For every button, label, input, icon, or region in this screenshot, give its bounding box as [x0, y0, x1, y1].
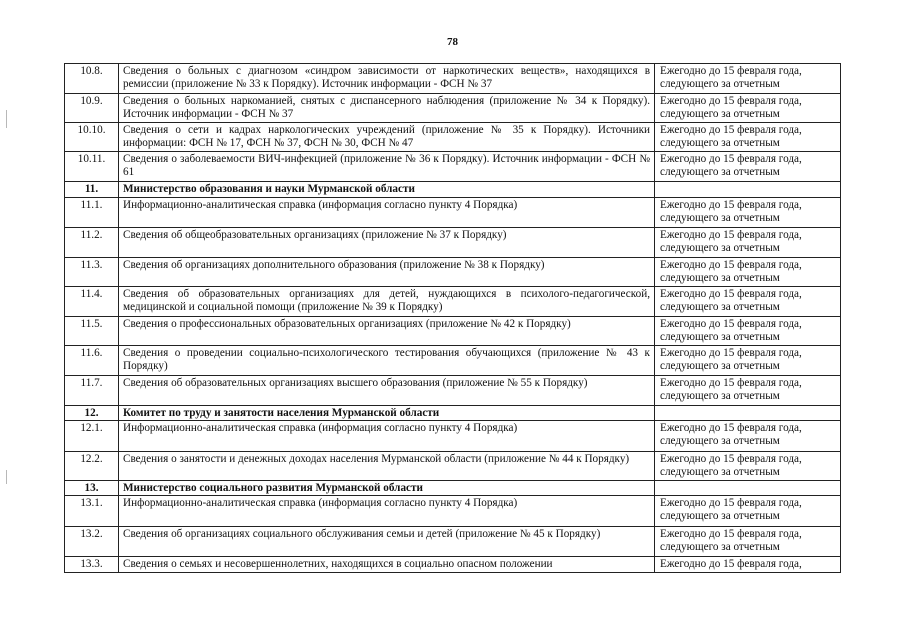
- row-number: 11.7.: [65, 376, 119, 406]
- section-deadline-empty: [655, 481, 841, 496]
- table-row: [65, 287, 841, 317]
- row-deadline: Ежегодно до 15 февраля года, следующего за отчетным: [655, 452, 841, 481]
- row-number: 11.5.: [65, 317, 119, 346]
- row-number: 11.3.: [65, 258, 119, 287]
- row-description: Сведения о больных наркоманией, снятых с диспансерного наблюдения (приложение № 34 к Порядку). Источник информации - ФСН № 37: [119, 94, 655, 123]
- table-row: [65, 152, 841, 182]
- row-deadline: Ежегодно до 15 февраля года, следующего за отчетным: [655, 496, 841, 527]
- row-description: Сведения об образовательных организациях высшего образования (приложение № 55 к Порядку): [119, 376, 655, 406]
- table-row: [65, 496, 841, 527]
- row-description: Сведения о больных с диагнозом «синдром зависимости от наркотических веществ», находящихся в ремиссии (приложение № 33 к Порядку). Источник информации - ФСН № 37: [119, 64, 655, 94]
- row-description: Сведения об образовательных организациях для детей, нуждающихся в психолого-педагогической, медицинской и социальной помощи (приложение № 39 к Порядку): [119, 287, 655, 317]
- table-row: [65, 258, 841, 287]
- section-number: 12.: [65, 406, 119, 421]
- row-deadline: Ежегодно до 15 февраля года, следующего за отчетным: [655, 152, 841, 182]
- row-description: Сведения об организациях дополнительного образования (приложение № 38 к Порядку): [119, 258, 655, 287]
- row-number: 11.2.: [65, 228, 119, 258]
- row-description: Информационно-аналитическая справка (информация согласно пункту 4 Порядка): [119, 198, 655, 228]
- row-number: 10.8.: [65, 64, 119, 94]
- row-number: 13.1.: [65, 496, 119, 527]
- table-row: [65, 198, 841, 228]
- section-row: [65, 182, 841, 198]
- row-deadline: Ежегодно до 15 февраля года, следующего за отчетным: [655, 94, 841, 123]
- table-row: [65, 317, 841, 346]
- section-title: Комитет по труду и занятости населения Мурманской области: [119, 406, 655, 421]
- row-deadline: Ежегодно до 15 февраля года, следующего за отчетным: [655, 198, 841, 228]
- row-description: Сведения о проведении социально-психологического тестирования обучающихся (приложение № 43 к Порядку): [119, 346, 655, 376]
- row-description: Сведения о сети и кадрах наркологических учреждений (приложение № 35 к Порядку). Источники информации: ФСН № 17, ФСН № 37, ФСН № 30, ФСН № 47: [119, 123, 655, 152]
- row-deadline: Ежегодно до 15 февраля года, следующего за отчетным: [655, 421, 841, 452]
- row-description: Информационно-аналитическая справка (информация согласно пункту 4 Порядка): [119, 496, 655, 527]
- table-row: [65, 123, 841, 152]
- table-row: [65, 421, 841, 452]
- scan-edge-mark: [6, 470, 7, 484]
- section-row: [65, 406, 841, 421]
- schedule-table: [64, 63, 841, 573]
- row-number: 10.10.: [65, 123, 119, 152]
- row-number: 12.2.: [65, 452, 119, 481]
- row-deadline: Ежегодно до 15 февраля года, следующего за отчетным: [655, 123, 841, 152]
- row-deadline: Ежегодно до 15 февраля года, следующего за отчетным: [655, 64, 841, 94]
- row-number: 13.3.: [65, 557, 119, 573]
- table-row: [65, 64, 841, 94]
- table-row: [65, 527, 841, 557]
- row-deadline: Ежегодно до 15 февраля года, следующего за отчетным: [655, 258, 841, 287]
- row-number: 10.9.: [65, 94, 119, 123]
- row-number: 13.2.: [65, 527, 119, 557]
- section-number: 11.: [65, 182, 119, 198]
- row-deadline: Ежегодно до 15 февраля года, следующего за отчетным: [655, 317, 841, 346]
- row-description: Сведения о занятости и денежных доходах населения Мурманской области (приложение № 44 к Порядку): [119, 452, 655, 481]
- section-deadline-empty: [655, 406, 841, 421]
- row-number: 10.11.: [65, 152, 119, 182]
- section-number: 13.: [65, 481, 119, 496]
- row-deadline: Ежегодно до 15 февраля года, следующего за отчетным: [655, 228, 841, 258]
- row-description: Сведения о заболеваемости ВИЧ-инфекцией (приложение № 36 к Порядку). Источник информации - ФСН № 61: [119, 152, 655, 182]
- section-title: Министерство социального развития Мурманской области: [119, 481, 655, 496]
- table-row: [65, 376, 841, 406]
- row-description: Информационно-аналитическая справка (информация согласно пункту 4 Порядка): [119, 421, 655, 452]
- table-row: [65, 452, 841, 481]
- scan-edge-mark: [6, 110, 7, 128]
- section-row: [65, 481, 841, 496]
- section-title: Министерство образования и науки Мурманской области: [119, 182, 655, 198]
- table-row: [65, 346, 841, 376]
- table-row: [65, 557, 841, 573]
- row-number: 11.6.: [65, 346, 119, 376]
- row-number: 11.1.: [65, 198, 119, 228]
- row-description: Сведения об общеобразовательных организациях (приложение № 37 к Порядку): [119, 228, 655, 258]
- row-description: Сведения о профессиональных образовательных организациях (приложение № 42 к Порядку): [119, 317, 655, 346]
- row-deadline: Ежегодно до 15 февраля года, следующего за отчетным: [655, 527, 841, 557]
- section-deadline-empty: [655, 182, 841, 198]
- row-description: Сведения об организациях социального обслуживания семьи и детей (приложение № 45 к Порядку): [119, 527, 655, 557]
- row-deadline: Ежегодно до 15 февраля года, следующего за отчетным: [655, 376, 841, 406]
- page-number: 78: [447, 36, 458, 48]
- row-deadline: Ежегодно до 15 февраля года,: [655, 557, 841, 573]
- table-row: [65, 94, 841, 123]
- row-number: 12.1.: [65, 421, 119, 452]
- row-deadline: Ежегодно до 15 февраля года, следующего за отчетным: [655, 346, 841, 376]
- row-description: Сведения о семьях и несовершеннолетних, находящихся в социально опасном положении: [119, 557, 655, 573]
- table-row: [65, 228, 841, 258]
- row-deadline: Ежегодно до 15 февраля года, следующего за отчетным: [655, 287, 841, 317]
- row-number: 11.4.: [65, 287, 119, 317]
